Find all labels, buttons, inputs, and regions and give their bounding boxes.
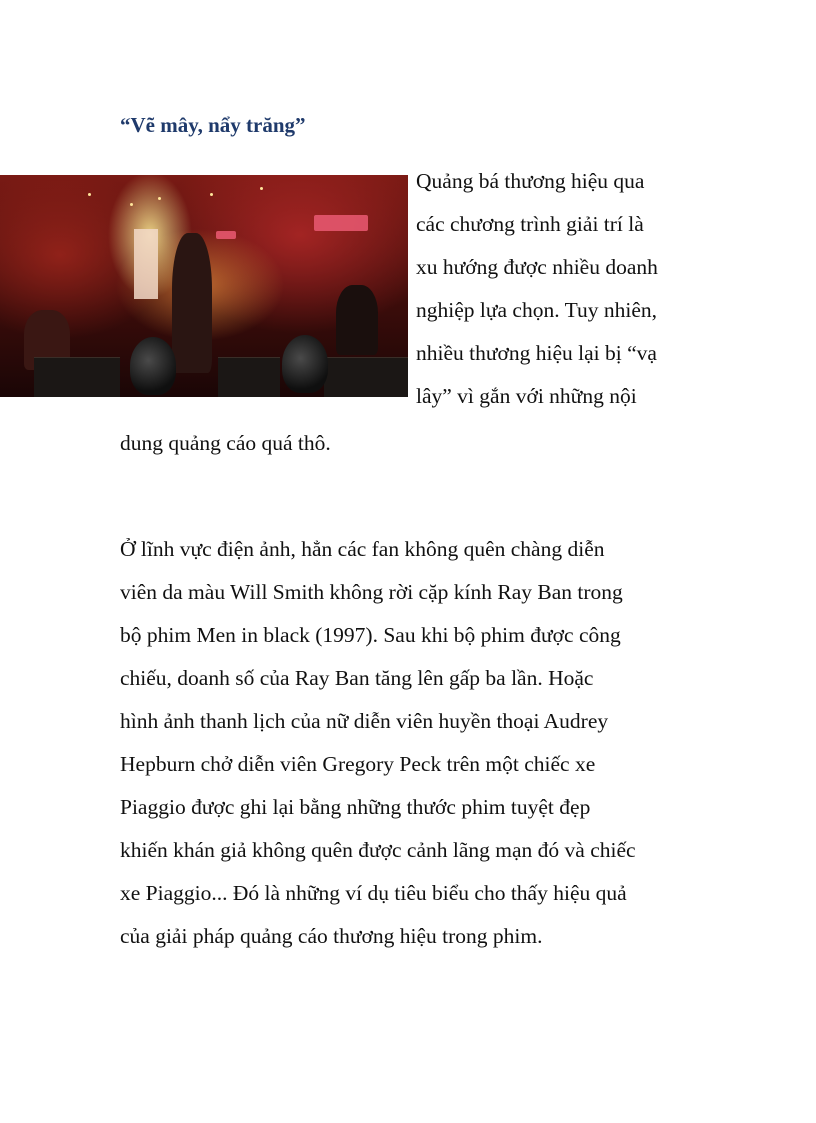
paragraph-line: Ở lĩnh vực điện ảnh, hẳn các fan không quên chàng diễn (120, 537, 605, 561)
stage-moving-light (130, 337, 176, 395)
paragraph-line: Hepburn chở diễn viên Gregory Peck trên một chiếc xe (120, 752, 596, 776)
paragraph-line: dung quảng cáo quá thô. (120, 431, 331, 455)
paragraph-line: của giải pháp quảng cáo thương hiệu trong phim. (120, 924, 543, 948)
paragraph-line: chiếu, doanh số của Ray Ban tăng lên gấp ba lần. Hoặc (120, 666, 594, 690)
stage-speaker (218, 357, 280, 397)
paragraph-line: hình ảnh thanh lịch của nữ diễn viên huyền thoại Audrey (120, 709, 609, 733)
paragraph-line: Quảng bá thương hiệu qua (416, 169, 645, 193)
paragraph-line: nghiệp lựa chọn. Tuy nhiên, (416, 298, 657, 322)
stage-light-dot (210, 193, 213, 196)
bassist-figure (336, 285, 378, 355)
paragraph-line: lây” vì gắn với những nội (416, 384, 637, 408)
stage-moving-light (282, 335, 328, 393)
paragraph-line: khiến khán giả không quên được cảnh lãng mạn đó và chiếc (120, 838, 636, 862)
paragraph-line: bộ phim Men in black (1997). Sau khi bộ phim được công (120, 623, 621, 647)
paragraph-line: nhiều thương hiệu lại bị “vạ (416, 341, 657, 365)
performer-figure (172, 233, 212, 373)
stage-light-dot (88, 193, 91, 196)
stage-light-dot (158, 197, 161, 200)
stage-speaker (324, 357, 408, 397)
paragraph-line: các chương trình giải trí là (416, 212, 644, 236)
stage-screen (134, 229, 158, 299)
sponsor-sign (314, 215, 368, 231)
stage-light-dot (130, 203, 133, 206)
paragraph-line: viên da màu Will Smith không rời cặp kính Ray Ban trong (120, 580, 623, 604)
stage-speaker (34, 357, 120, 397)
stage-sign (216, 231, 236, 239)
paragraph-line: Piaggio được ghi lại bằng những thước phim tuyệt đẹp (120, 795, 591, 819)
concert-photo (0, 175, 408, 397)
article-heading: “Vẽ mây, nẩy trăng” (120, 113, 306, 137)
stage-light-dot (260, 187, 263, 190)
paragraph-line: xu hướng được nhiều doanh (416, 255, 658, 279)
paragraph-line: xe Piaggio... Đó là những ví dụ tiêu biểu cho thấy hiệu quả (120, 881, 627, 905)
